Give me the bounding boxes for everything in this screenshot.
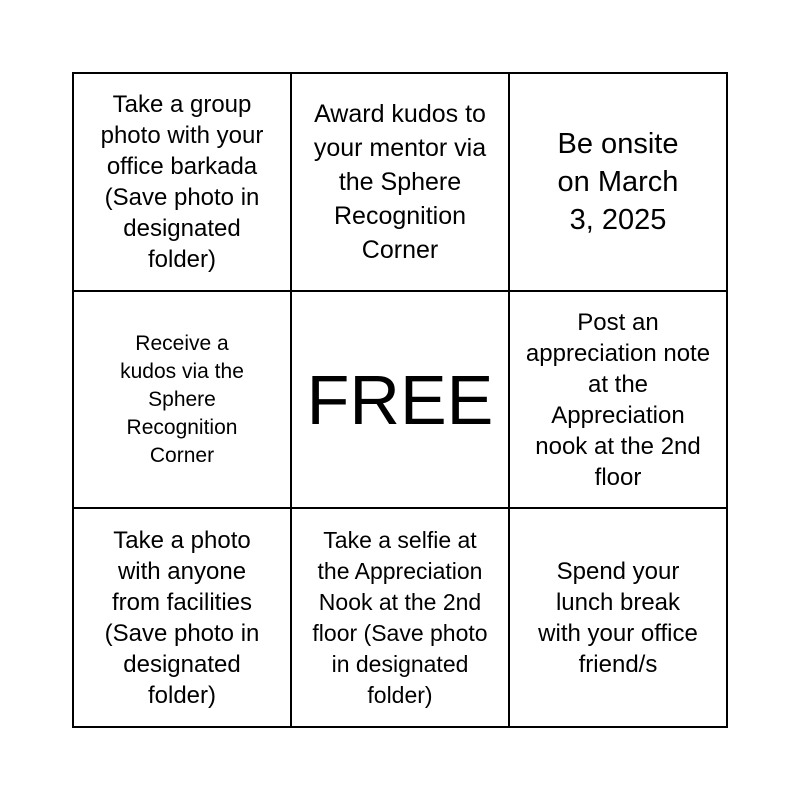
bingo-cell-text: Take a group photo with your office barkada (Save photo in designated folder) <box>100 91 264 273</box>
bingo-cell-text: Post an appreciation note at the Appreciation nook at the 2nd floor <box>525 308 711 491</box>
bingo-cell-6[interactable] <box>510 292 726 509</box>
bingo-cell-4[interactable] <box>74 292 292 509</box>
bingo-cell-3[interactable] <box>510 74 726 292</box>
bingo-cell-text: Award kudos to your mentor via the Sphere Recognition Corner <box>313 100 487 264</box>
free-space-label: FREE <box>306 360 494 439</box>
bingo-cell-7[interactable] <box>74 509 292 726</box>
bingo-cell-text: Take a photo with anyone from facilities (Save photo in designated folder) <box>104 526 260 709</box>
free-space[interactable] <box>292 292 510 509</box>
bingo-cell-text: Receive a kudos via the Sphere Recognition Corner <box>120 331 244 467</box>
bingo-cell-9[interactable] <box>510 509 726 726</box>
bingo-board <box>72 72 728 728</box>
bingo-cell-text: Spend your lunch break with your office friend/s <box>538 557 698 678</box>
bingo-cell-1[interactable] <box>74 74 292 292</box>
bingo-cell-text: Be onsite on March 3, 2025 <box>557 128 679 236</box>
bingo-cell-2[interactable] <box>292 74 510 292</box>
bingo-cell-text: Take a selfie at the Appreciation Nook at the 2nd floor (Save photo in designated folder) <box>312 526 488 708</box>
bingo-cell-8[interactable] <box>292 509 510 726</box>
